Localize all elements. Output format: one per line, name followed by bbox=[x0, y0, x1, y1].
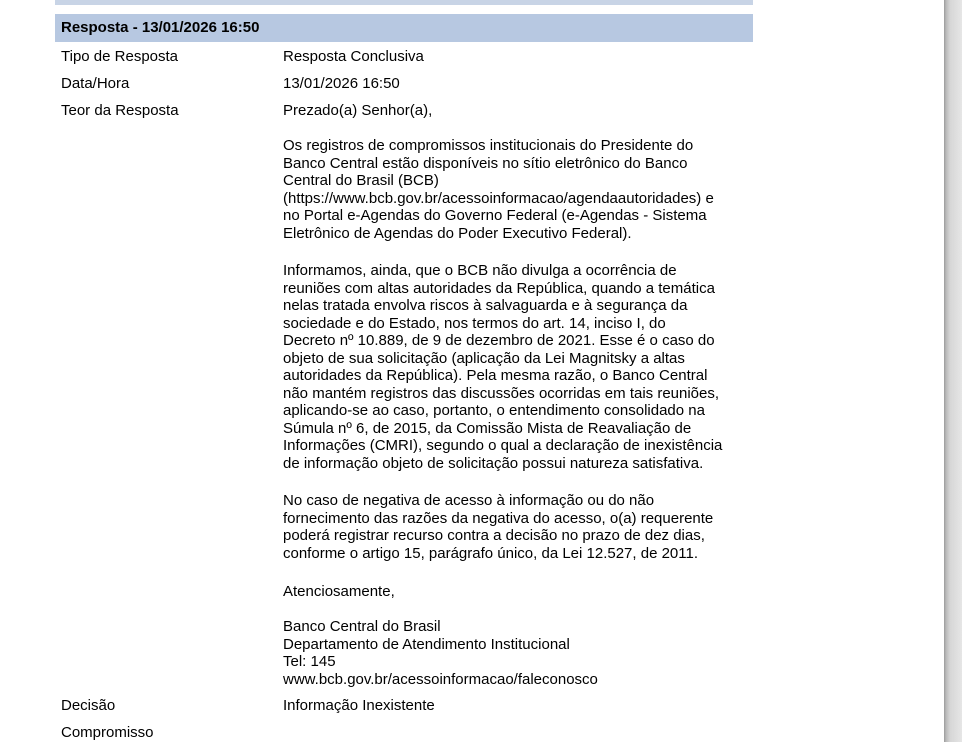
paragraph-line: poderá registrar recurso contra a decisão no prazo de dez dias, bbox=[283, 527, 705, 544]
paragraph-line: reuniões com altas autoridades da República, quando a temática bbox=[283, 279, 715, 297]
viewer-right-gutter bbox=[944, 0, 962, 742]
decisao-value: Informação Inexistente bbox=[283, 697, 435, 714]
paragraph-line: nelas tratada envolva riscos à salvaguarda e à segurança da bbox=[283, 297, 688, 314]
paragraph-line: Decreto nº 10.889, de 9 de dezembro de 2021. Esse é o caso do bbox=[283, 332, 715, 349]
compromisso-label: Compromisso bbox=[61, 724, 154, 741]
paragraph-line: sociedade e do Estado, nos termos do art. 14, inciso I, do bbox=[283, 314, 666, 332]
paragraph-line: conforme o artigo 15, parágrafo único, da Lei 12.527, de 2011. bbox=[283, 544, 699, 562]
paragraph-line: objeto de sua solicitação (aplicação da Lei Magnitsky a altas bbox=[283, 349, 685, 367]
data-hora-value: 13/01/2026 16:50 bbox=[283, 75, 400, 92]
paragraph-line: No caso de negativa de acesso à informação ou do não bbox=[283, 492, 655, 509]
signature-line: Departamento de Atendimento Institucional bbox=[283, 635, 570, 653]
teor-greeting: Prezado(a) Senhor(a), bbox=[283, 102, 433, 119]
teor-paragraph-1 bbox=[283, 137, 753, 242]
paragraph-line: aplicando-se ao caso, portanto, o entendimento consolidado na bbox=[283, 402, 705, 419]
teor-signature bbox=[283, 618, 753, 688]
paragraph-line: Súmula nº 6, de 2015, da Comissão Mista de Reavaliação de bbox=[283, 419, 692, 437]
paragraph-line: autoridades da República). Pela mesma razão, o Banco Central bbox=[283, 367, 708, 384]
tipo-resposta-label: Tipo de Resposta bbox=[61, 48, 179, 65]
paragraph-line: Informamos, ainda, que o BCB não divulga a ocorrência de bbox=[283, 262, 677, 279]
paragraph-line: fornecimento das razões da negativa do acesso, o(a) requerente bbox=[283, 509, 714, 527]
paragraph-line: (https://www.bcb.gov.br/acessoinformacao/agendaautoridades) e bbox=[283, 189, 714, 207]
paragraph-line: Central do Brasil (BCB) bbox=[283, 172, 439, 189]
decisao-label: Decisão bbox=[61, 697, 116, 714]
paragraph-line: Banco Central estão disponíveis no sítio eletrônico do Banco bbox=[283, 154, 688, 172]
signature-line: www.bcb.gov.br/acessoinformacao/faleconosco bbox=[283, 670, 598, 688]
paragraph-line: não mantém registros das discussões ocorridas em tais reuniões, bbox=[283, 384, 720, 402]
signature-line: Banco Central do Brasil bbox=[283, 618, 441, 635]
tipo-resposta-value: Resposta Conclusiva bbox=[283, 48, 424, 65]
teor-paragraph-3 bbox=[283, 492, 753, 562]
paragraph-line: Eletrônico de Agendas do Poder Executivo Federal). bbox=[283, 224, 632, 242]
teor-resposta-label: Teor da Resposta bbox=[61, 102, 179, 119]
response-header bbox=[55, 14, 753, 42]
paragraph-line: Informações (CMRI), segundo o qual a declaração de inexistência bbox=[283, 437, 723, 454]
paragraph-line: de informação objeto de solicitação possui natureza satisfativa. bbox=[283, 454, 704, 472]
data-hora-label: Data/Hora bbox=[61, 75, 130, 92]
teor-closing: Atenciosamente, bbox=[283, 583, 395, 600]
response-header-title: Resposta - 13/01/2026 16:50 bbox=[61, 19, 260, 36]
paragraph-line: no Portal e-Agendas do Governo Federal (e-Agendas - Sistema bbox=[283, 207, 707, 224]
signature-line: Tel: 145 bbox=[283, 653, 336, 670]
teor-paragraph-2 bbox=[283, 262, 753, 472]
top-rule bbox=[55, 0, 753, 5]
paragraph-line: Os registros de compromissos institucionais do Presidente do bbox=[283, 137, 694, 154]
